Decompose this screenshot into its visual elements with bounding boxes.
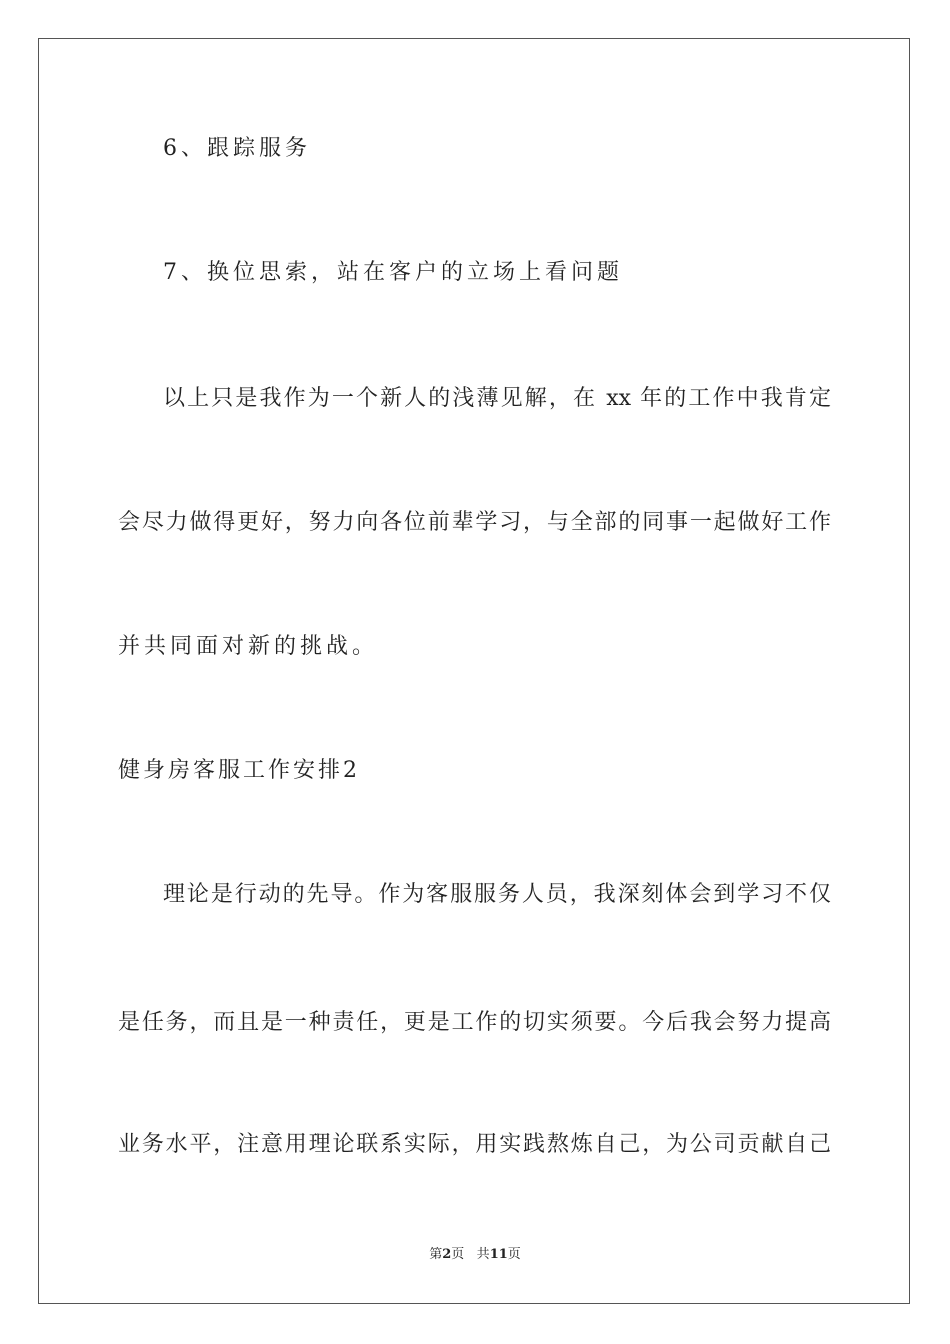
paragraph-2-line-1: 理论是行动的先导。作为客服服务人员，我深刻体会到学习不仅 xyxy=(163,882,831,907)
footer-page-total: 11 xyxy=(489,1247,508,1262)
list-item-7: 7、换位思索，站在客户的立场上看问题 xyxy=(163,260,623,285)
section-title: 健身房客服工作安排2 xyxy=(118,758,360,783)
footer-total-prefix: 共 xyxy=(476,1247,490,1262)
paragraph-1-line-1: 以上只是我作为一个新人的浅薄见解，在 xx 年的工作中我肯定 xyxy=(163,386,831,411)
page-border xyxy=(38,38,910,1304)
footer-total-suffix: 页 xyxy=(507,1247,521,1262)
paragraph-2-line-2: 是任务，而且是一种责任，更是工作的切实须要。今后我会努力提高 xyxy=(118,1010,831,1035)
paragraph-2-line-3: 业务水平，注意用理论联系实际，用实践熬炼自己，为公司贡献自己 xyxy=(118,1132,831,1157)
footer-page-prefix: 第 xyxy=(429,1247,443,1262)
paragraph-1-line-3: 并共同面对新的挑战。 xyxy=(118,634,379,659)
paragraph-1-line-2: 会尽力做得更好，努力向各位前辈学习，与全部的同事一起做好工作 xyxy=(118,510,831,535)
list-item-6: 6、跟踪服务 xyxy=(163,136,311,161)
footer-page-suffix: 页 xyxy=(451,1247,465,1262)
footer-page-current: 2 xyxy=(442,1247,452,1262)
page-footer xyxy=(0,1246,950,1264)
